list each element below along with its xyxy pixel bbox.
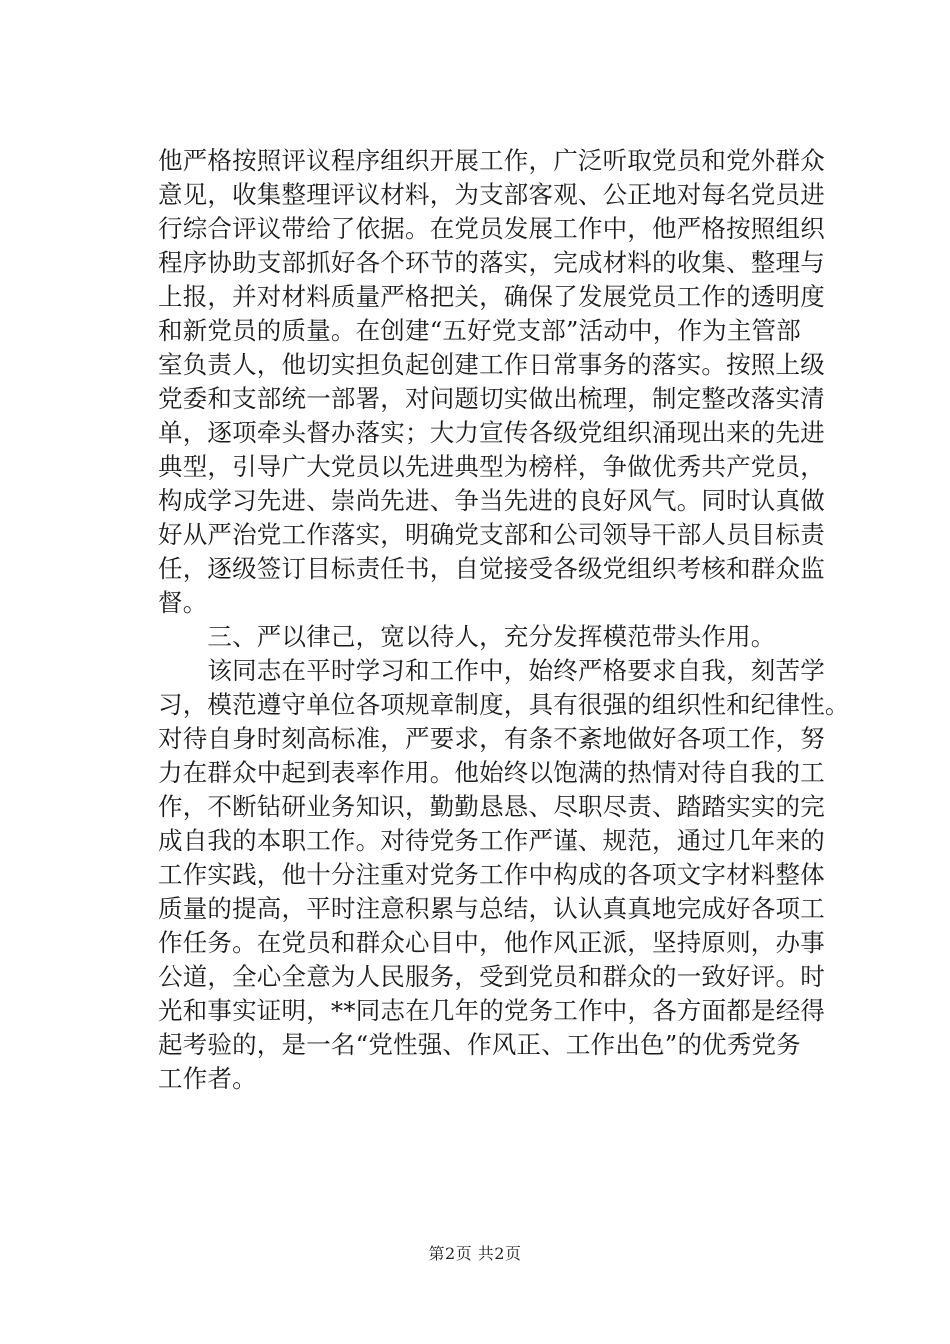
text-line: 和新党员的质量。在创建“五好党支部”活动中，作为主管部 bbox=[158, 316, 801, 345]
text-line: 工作实践，他十分注重对党务工作中构成的各项文字材料整体 bbox=[158, 860, 825, 889]
text-line: 作任务。在党员和群众心目中，他作风正派，坚持原则，办事 bbox=[158, 928, 825, 957]
text-line: 任，逐级签订目标责任书，自觉接受各级党组织考核和群众监 bbox=[158, 554, 825, 583]
text-line: 上报，并对材料质量严格把关，确保了发展党员工作的透明度 bbox=[158, 282, 825, 311]
text-line: 对待自身时刻高标准，严要求，有条不紊地做好各项工作，努 bbox=[158, 724, 825, 753]
text-line: 好从严治党工作落实，明确党支部和公司领导干部人员目标责 bbox=[158, 520, 825, 549]
text-line: 该同志在平时学习和工作中，始终严格要求自我，刻苦学 bbox=[158, 656, 825, 685]
text-line: 单，逐项牵头督办落实；大力宣传各级党组织涌现出来的先进 bbox=[158, 418, 825, 447]
text-line: 起考验的，是一名“党性强、作风正、工作出色”的优秀党务 bbox=[158, 1030, 801, 1059]
text-line: 程序协助支部抓好各个环节的落实，完成材料的收集、整理与 bbox=[158, 248, 825, 277]
text-line: 力在群众中起到表率作用。他始终以饱满的热情对待自我的工 bbox=[158, 758, 825, 787]
text-line: 室负责人，他切实担负起创建工作日常事务的落实。按照上级 bbox=[158, 350, 825, 379]
text-line: 意见，收集整理评议材料，为支部客观、公正地对每名党员进 bbox=[158, 180, 825, 209]
text-line: 质量的提高，平时注意积累与总结，认认真真地完成好各项工 bbox=[158, 894, 825, 923]
text-line: 督。 bbox=[158, 588, 208, 617]
text-line: 光和事实证明，**同志在几年的党务工作中，各方面都是经得 bbox=[158, 996, 826, 1025]
page-footer: 第2页 共2页 bbox=[428, 1244, 522, 1263]
text-line: 党委和支部统一部署，对问题切实做出梳理，制定整改落实清 bbox=[158, 384, 825, 413]
section-heading: 三、严以律己，宽以待人，充分发挥模范带头作用。 bbox=[158, 622, 776, 651]
text-line: 习，模范遵守单位各项规章制度，具有很强的组织性和纪律性。 bbox=[158, 690, 850, 719]
text-line: 构成学习先进、崇尚先进、争当先进的良好风气。同时认真做 bbox=[158, 486, 825, 515]
document-body bbox=[158, 144, 848, 1096]
text-line: 作，不断钻研业务知识，勤勤恳恳、尽职尽责、踏踏实实的完 bbox=[158, 792, 825, 821]
text-line: 他严格按照评议程序组织开展工作，广泛听取党员和党外群众 bbox=[158, 146, 825, 175]
text-line: 行综合评议带给了依据。在党员发展工作中，他严格按照组织 bbox=[158, 214, 825, 243]
text-line: 工作者。 bbox=[158, 1064, 257, 1093]
text-line: 公道，全心全意为人民服务，受到党员和群众的一致好评。时 bbox=[158, 962, 825, 991]
text-line: 成自我的本职工作。对待党务工作严谨、规范，通过几年来的 bbox=[158, 826, 825, 855]
text-line: 典型，引导广大党员以先进典型为榜样，争做优秀共产党员， bbox=[158, 452, 825, 481]
